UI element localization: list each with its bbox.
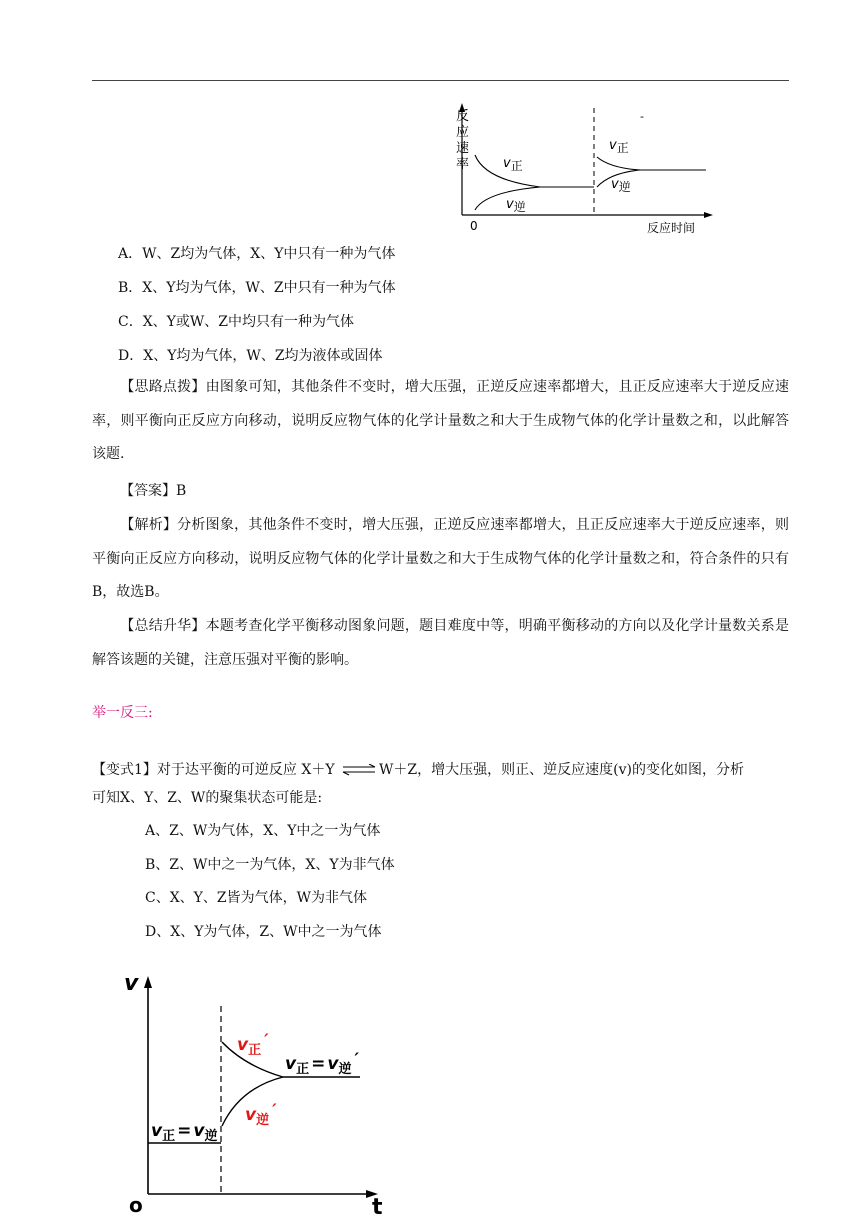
v-zheng-label-2: v正 xyxy=(609,138,629,155)
rate-time-chart-2 xyxy=(115,966,405,1216)
y-label-char-2: 应 xyxy=(456,125,470,140)
v-ni-label-1: v逆 xyxy=(506,197,526,214)
variant-option-c: C、X、Y、Z皆为气体，W为非气体 xyxy=(145,890,368,906)
variant-question-line-1: 【变式1】对于达平衡的可逆反应 X＋Y W＋Z，增大压强，则正、逆反应速度(v)的变化如图，分析 xyxy=(92,762,744,778)
v-ni-prime-label: $v_逆$ ′ xyxy=(245,1101,277,1128)
variant-option-b: B、Z、W中之一为气体，X、Y为非气体 xyxy=(145,857,395,873)
v-zheng-prime-label: $v_正$ ′ xyxy=(237,1031,269,1058)
answer-paragraph: 【答案】B xyxy=(120,483,187,499)
reversible-arrow-icon xyxy=(341,764,377,776)
stray-mark: - xyxy=(640,110,644,123)
y-label-char-3: 速 xyxy=(456,141,470,156)
x-axis-label: 反应时间 xyxy=(647,221,696,235)
option-b: B．X、Y均为气体，W、Z中只有一种为气体 xyxy=(118,280,396,296)
hint-paragraph: 【思路点拨】由图象可知，其他条件不变时，增大压强，正逆反应速率都增大，且正反应速率大于逆反应速率，则平衡向正反应方向移动，说明反应物气体的化学计量数之和大于生成物气体的化学计量数之和，以此解答该题. xyxy=(92,379,789,462)
y-label-char-1: 反 xyxy=(456,109,470,124)
new-equilibrium-label: $v_正 = v_逆$ ′ xyxy=(285,1050,359,1077)
option-c: C．X、Y或W、Z中均只有一种为气体 xyxy=(118,314,355,330)
analysis-paragraph: 【解析】分析图象，其他条件不变时，增大压强，正逆反应速率都增大，且正反应速率大于逆反应速率，则平衡向正反应方向移动，说明反应物气体的化学计量数之和大于生成物气体的化学计量数之和，符合条件的只有B，故选B。 xyxy=(92,517,789,600)
origin-label: 0 xyxy=(470,219,478,233)
v-zheng-label-1: v正 xyxy=(503,156,523,173)
x-axis-t-label: t xyxy=(372,1195,383,1216)
variant-question-line-2: 可知X、Y、Z、W的聚集状态可能是: xyxy=(92,790,323,806)
header-rule xyxy=(92,80,789,81)
option-d: D．X、Y均为气体，W、Z均为液体或固体 xyxy=(118,348,383,364)
section-title: 举一反三: xyxy=(92,705,153,721)
variant-option-a: A、Z、W为气体，X、Y中之一为气体 xyxy=(145,823,381,839)
option-a: A．W、Z均为气体，X、Y中只有一种为气体 xyxy=(118,246,396,262)
initial-equilibrium-label: $v_正 = v_逆$ xyxy=(151,1121,218,1144)
summary-paragraph: 【总结升华】本题考查化学平衡移动图象问题，题目难度中等，明确平衡移动的方向以及化学计量数关系是解答该题的关键，注意压强对平衡的影响。 xyxy=(92,618,789,668)
rate-time-chart-1 xyxy=(440,100,730,240)
origin-o-label: o xyxy=(129,1193,143,1216)
v-ni-label-2: v逆 xyxy=(611,177,631,194)
y-axis-v-label: v xyxy=(124,971,139,996)
v-forward-curve-2 xyxy=(597,157,640,170)
y-label-char-4: 率 xyxy=(456,157,470,172)
variant-option-d: D、X、Y为气体，Z、W中之一为气体 xyxy=(145,924,382,940)
